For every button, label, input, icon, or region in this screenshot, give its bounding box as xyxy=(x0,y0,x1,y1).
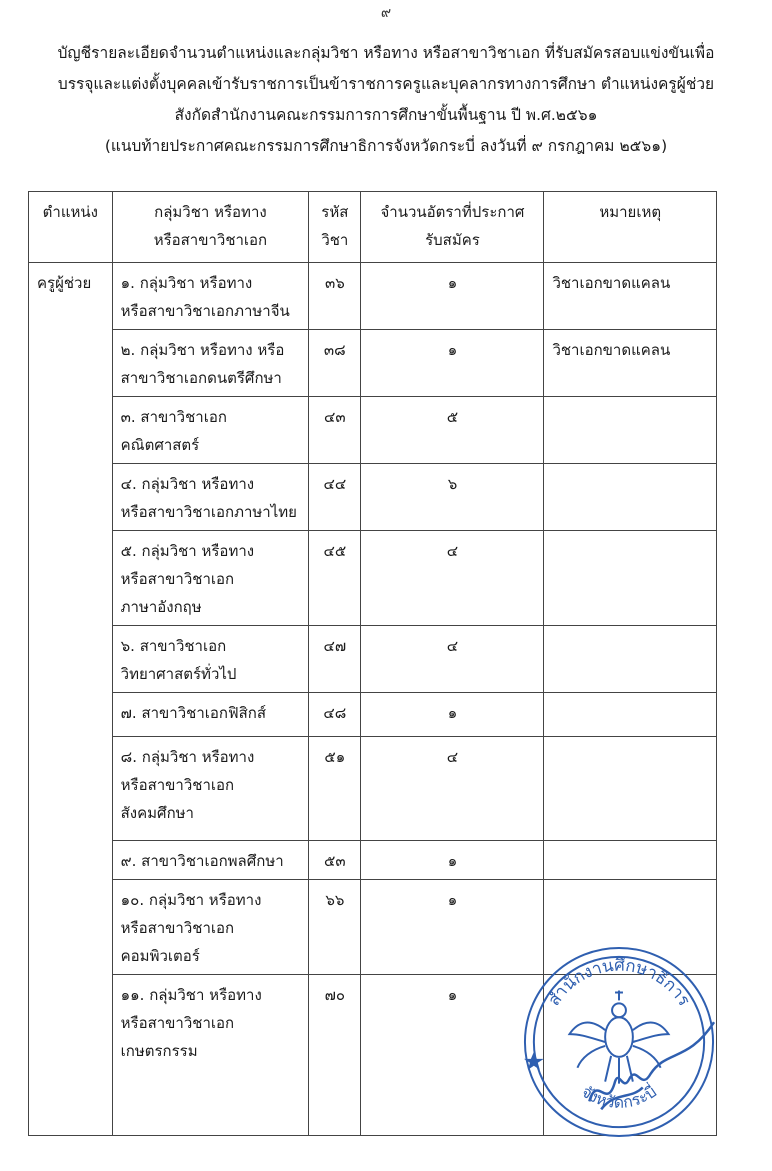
subject-line: หรือสาขาวิชาเอก xyxy=(120,1014,235,1032)
header-position: ตำแหน่ง xyxy=(29,192,113,263)
count-cell: ๑ xyxy=(361,263,544,330)
code-cell: ๔๔ xyxy=(309,464,361,531)
subject-line: ๘. กลุ่มวิชา หรือทาง xyxy=(120,748,255,766)
subject-line: ๒. กลุ่มวิชา หรือทาง หรือ xyxy=(120,341,285,359)
table-row xyxy=(29,464,717,531)
code-cell: ๗๐ xyxy=(309,975,361,1136)
subject-cell xyxy=(112,880,309,975)
subject-cell xyxy=(112,841,309,880)
remark-cell xyxy=(544,397,717,464)
header-subject xyxy=(112,192,309,263)
header-code-line-1: รหัส xyxy=(321,203,349,221)
subject-line: สาขาวิชาเอกดนตรีศึกษา xyxy=(120,369,282,387)
svg-text:สำนักงานศึกษาธิการ xyxy=(543,955,694,1010)
subject-line: ๓. สาขาวิชาเอกคณิตศาสตร์ xyxy=(120,408,227,454)
remark-cell: วิชาเอกขาดแคลน xyxy=(544,263,717,330)
code-cell: ๓๘ xyxy=(309,330,361,397)
code-cell: ๕๑ xyxy=(309,737,361,841)
position-cell: ครูผู้ช่วย xyxy=(29,263,113,1136)
code-cell: ๖๖ xyxy=(309,880,361,975)
header-code xyxy=(309,192,361,263)
subject-line: ๙. สาขาวิชาเอกพลศึกษา xyxy=(120,852,284,870)
table-row xyxy=(29,330,717,397)
table-row xyxy=(29,263,717,330)
header-code-line-2: วิชา xyxy=(321,231,349,249)
remark-cell xyxy=(544,626,717,693)
heading-line-2: บรรจุและแต่งตั้งบุคคลเข้ารับราชการเป็นข้าราชการครูและบุคลากรทางการศึกษา ตำแหน่งครูผู้ช่วย xyxy=(57,75,715,93)
count-cell: ๖ xyxy=(361,464,544,531)
remark-cell xyxy=(544,841,717,880)
heading-line-4: (แนบท้ายประกาศคณะกรรมการศึกษาธิการจังหวัดกระบี่ ลงวันที่ ๙ กรกฎาคม ๒๕๖๑) xyxy=(104,137,668,155)
header-subject-line-2: หรือสาขาวิชาเอก xyxy=(153,231,268,249)
page-number: ๙ xyxy=(380,5,392,21)
code-cell: ๔๓ xyxy=(309,397,361,464)
header-count-line-1: จำนวนอัตราที่ประกาศ xyxy=(380,203,525,221)
subject-cell xyxy=(112,330,309,397)
subject-cell xyxy=(112,263,309,330)
count-cell: ๔ xyxy=(361,531,544,626)
count-cell: ๑ xyxy=(361,975,544,1136)
seal-bottom-text: จังหวัดกระบี่ xyxy=(578,1081,660,1112)
table-header-row xyxy=(29,192,717,263)
table-row xyxy=(29,626,717,693)
header-count-line-2: รับสมัคร xyxy=(425,231,480,249)
heading-line-3: สังกัดสำนักงานคณะกรรมการการศึกษาขั้นพื้นฐาน ปี พ.ศ.๒๕๖๑ xyxy=(174,106,598,124)
subject-line: สังคมศึกษา xyxy=(120,804,194,822)
subject-line: ๔. กลุ่มวิชา หรือทาง xyxy=(120,475,255,493)
subject-cell xyxy=(112,737,309,841)
table-row xyxy=(29,737,717,841)
code-cell: ๔๘ xyxy=(309,693,361,737)
count-cell: ๑ xyxy=(361,841,544,880)
subject-line: หรือสาขาวิชาเอก xyxy=(120,776,235,794)
subject-cell xyxy=(112,626,309,693)
subject-cell xyxy=(112,464,309,531)
header-remark: หมายเหตุ xyxy=(544,192,717,263)
subject-cell xyxy=(112,531,309,626)
subject-line: หรือสาขาวิชาเอกภาษาจีน xyxy=(120,302,290,320)
table-row xyxy=(29,841,717,880)
subject-line: ๕. กลุ่มวิชา หรือทาง xyxy=(120,542,255,560)
remark-cell xyxy=(544,531,717,626)
table-row xyxy=(29,693,717,737)
heading-line-1: บัญชีรายละเอียดจำนวนตำแหน่งและกลุ่มวิชา หรือทาง หรือสาขาวิชาเอก ที่รับสมัครสอบแข่งขันเพื่อ xyxy=(57,44,715,62)
header-count xyxy=(361,192,544,263)
remark-cell xyxy=(544,464,717,531)
code-cell: ๓๖ xyxy=(309,263,361,330)
table-row xyxy=(29,531,717,626)
subject-line: คอมพิวเตอร์ xyxy=(120,947,200,965)
subject-line: เกษตรกรรม xyxy=(120,1042,198,1060)
count-cell: ๔ xyxy=(361,626,544,693)
count-cell: ๕ xyxy=(361,397,544,464)
subject-line: หรือสาขาวิชาเอก xyxy=(120,919,235,937)
code-cell: ๔๗ xyxy=(309,626,361,693)
count-cell: ๑ xyxy=(361,330,544,397)
remark-cell xyxy=(544,737,717,841)
subject-cell xyxy=(112,397,309,464)
official-seal xyxy=(520,943,718,1141)
remark-cell xyxy=(544,693,717,737)
table-row xyxy=(29,397,717,464)
subject-line: ๑. กลุ่มวิชา หรือทาง xyxy=(120,274,253,292)
subject-line: ๑๐. กลุ่มวิชา หรือทาง xyxy=(120,891,262,909)
subject-line: หรือสาขาวิชาเอกภาษาไทย xyxy=(120,503,297,521)
subject-line: หรือสาขาวิชาเอก xyxy=(120,570,235,588)
subject-line: ๗. สาขาวิชาเอกฟิสิกส์ xyxy=(120,704,266,722)
subject-cell xyxy=(112,975,309,1136)
code-cell: ๔๕ xyxy=(309,531,361,626)
code-cell: ๕๓ xyxy=(309,841,361,880)
document-heading xyxy=(20,38,752,162)
subject-cell xyxy=(112,693,309,737)
count-cell: ๔ xyxy=(361,737,544,841)
remark-cell: วิชาเอกขาดแคลน xyxy=(544,330,717,397)
count-cell: ๑ xyxy=(361,880,544,975)
subject-line: ๖. สาขาวิชาเอก xyxy=(120,637,227,655)
subject-line: ภาษาอังกฤษ xyxy=(120,598,202,616)
header-subject-line-1: กลุ่มวิชา หรือทาง xyxy=(154,203,267,221)
subject-line: วิทยาศาสตร์ทั่วไป xyxy=(120,665,237,683)
subject-line: ๑๑. กลุ่มวิชา หรือทาง xyxy=(120,986,262,1004)
seal-top-text: สำนักงานศึกษาธิการ xyxy=(543,954,695,1010)
count-cell: ๑ xyxy=(361,693,544,737)
